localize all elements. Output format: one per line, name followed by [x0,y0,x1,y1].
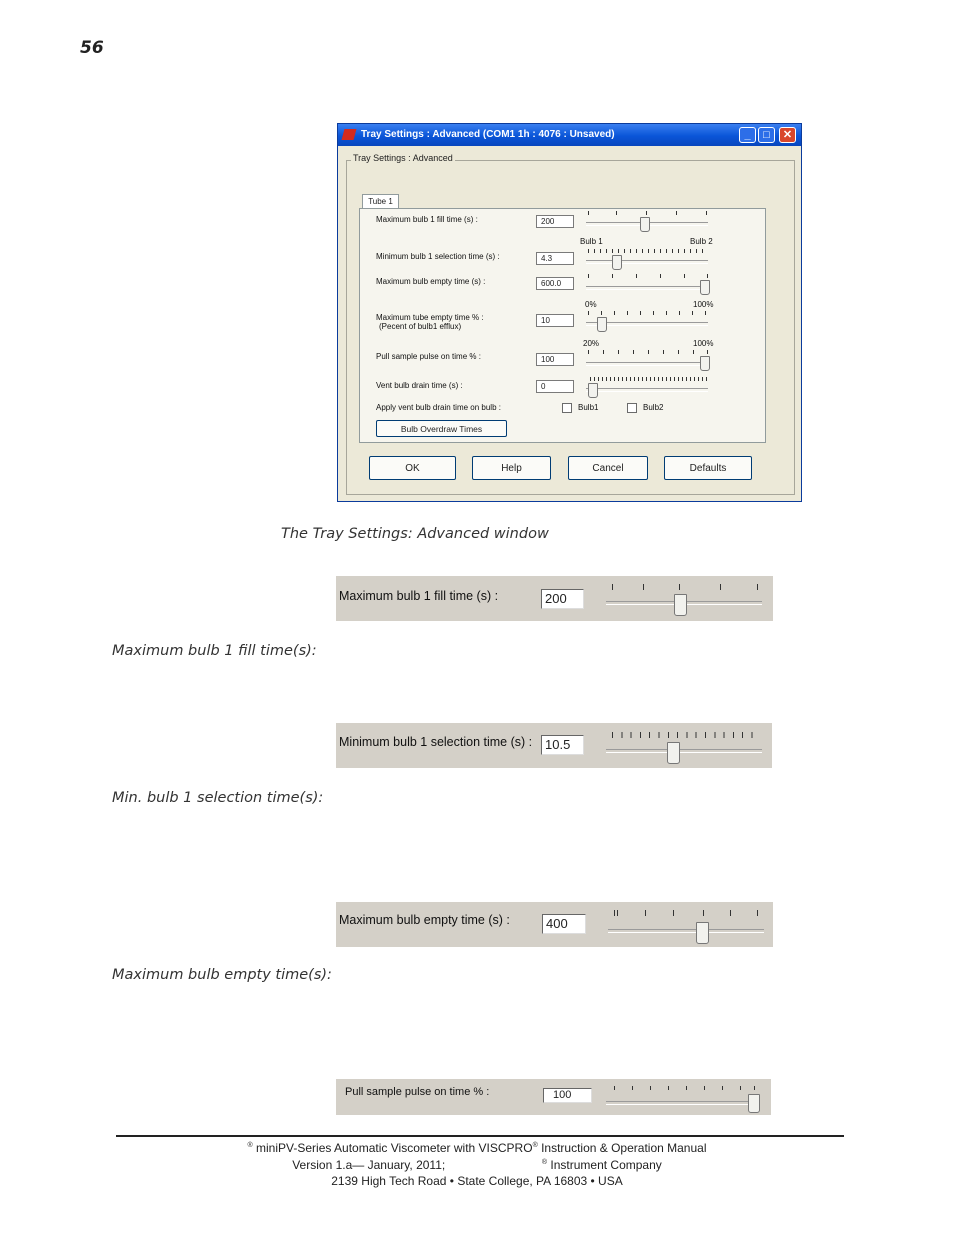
app-icon [342,129,357,140]
vent-drain-input[interactable]: 0 [536,380,574,393]
pull-pulse-label: Pull sample pulse on time % : [376,352,481,361]
vent-drain-track [586,388,708,392]
group-label: Tray Settings : Advanced [353,153,453,163]
fill-caption: Maximum bulb 1 fill time(s): [112,643,317,659]
max-empty-label: Maximum bulb empty time (s) : [376,277,486,286]
strip-pull-ticks [614,1086,756,1090]
window-caption: The Tray Settings: Advanced window [281,526,549,542]
tube-empty-label: Maximum tube empty time % : [376,313,484,322]
scale-100-percent-b: 100% [693,339,714,348]
strip-max-empty-input[interactable]: 400 [542,914,586,934]
footer-line-2 [0,1158,954,1172]
strip-max-fill-slider[interactable] [674,594,687,616]
footer-line-1 [0,1141,954,1155]
reg-mark-2: ® [532,1142,538,1149]
window-title: Tray Settings : Advanced (COM1 1h : 4076 : Unsaved) [361,129,615,140]
max-fill-input[interactable]: 200 [536,215,574,228]
reg-mark-3: ® [541,1159,548,1166]
vent-drain-slider[interactable] [588,383,598,398]
defaults-button[interactable]: Defaults [664,456,752,480]
strip-max-empty-ticks [614,910,760,914]
apply-vent-label: Apply vent bulb drain time on bulb : [376,403,501,412]
strip-max-fill-label: Maximum bulb 1 fill time (s) : [339,589,499,603]
scale-bulb2: Bulb 2 [690,237,713,246]
minimize-icon[interactable]: _ [739,127,756,143]
max-empty-slider[interactable] [700,280,710,295]
max-fill-label: Maximum bulb 1 fill time (s) : [376,215,478,224]
strip-pull-slider[interactable] [748,1094,760,1113]
strip-max-empty-label: Maximum bulb empty time (s) : [339,913,510,927]
footer-title: miniPV-Series Automatic Viscometer with VISCPRO [256,1141,533,1155]
min-select-strip [336,723,772,768]
max-empty-strip [336,902,773,947]
strip-pull-input[interactable]: 100 [543,1088,592,1103]
tube-empty-ticks [588,311,708,315]
bulb1-checkbox[interactable] [562,403,572,413]
bulb-overdraw-times-button[interactable]: Bulb Overdraw Times [376,420,507,437]
bulb1-checkbox-label: Bulb1 [578,403,599,412]
strip-min-select-ticks [612,732,760,738]
pull-pulse-strip [336,1079,771,1115]
min-select-slider[interactable] [612,255,622,270]
min-select-input[interactable]: 4.3 [536,252,574,265]
max-empty-track [586,286,708,290]
scale-0-percent: 0% [585,300,597,309]
strip-min-select-input[interactable]: 10.5 [541,735,584,755]
pull-pulse-track [586,362,708,366]
strip-pull-label: Pull sample pulse on time % : [345,1086,490,1098]
tray-settings-window [337,123,802,502]
strip-min-select-slider[interactable] [667,742,680,764]
scale-100-percent-a: 100% [693,300,714,309]
strip-max-empty-track [608,929,764,933]
close-icon[interactable]: ✕ [779,127,796,143]
strip-max-fill-input[interactable]: 200 [541,589,584,609]
bulb2-checkbox-label: Bulb2 [643,403,664,412]
strip-pull-track [606,1101,758,1105]
tab-tube-1[interactable]: Tube 1 [362,194,399,209]
max-empty-ticks [588,274,708,278]
pull-pulse-input[interactable]: 100 [536,353,574,366]
footer-version: Version 1.a— January, 2011; [292,1158,446,1172]
vent-drain-label: Vent bulb drain time (s) : [376,381,463,390]
empty-caption: Maximum bulb empty time(s): [112,967,332,983]
max-fill-strip [336,576,773,621]
tube-empty-input[interactable]: 10 [536,314,574,327]
strip-max-empty-slider[interactable] [696,922,709,944]
page-number: 56 [80,38,104,58]
bulb2-checkbox[interactable] [627,403,637,413]
strip-min-select-track [606,749,762,753]
ok-button[interactable]: OK [369,456,456,480]
vent-drain-ticks [590,377,708,381]
pull-pulse-slider[interactable] [700,356,710,371]
strip-max-fill-ticks [612,584,760,588]
help-button[interactable]: Help [472,456,551,480]
max-fill-ticks [588,211,708,215]
footer-address: 2139 High Tech Road • State College, PA 16803 • USA [331,1174,623,1188]
footer-company: Instrument Company [547,1158,662,1172]
title-bar[interactable] [338,124,801,146]
min-select-label: Minimum bulb 1 selection time (s) : [376,252,500,261]
footer-manual: Instruction & Operation Manual [537,1141,707,1155]
max-empty-input[interactable]: 600.0 [536,277,574,290]
tube-empty-slider[interactable] [597,317,607,332]
min-select-ticks [588,249,708,253]
strip-min-select-label: Minimum bulb 1 selection time (s) : [339,735,533,749]
min-select-track [586,260,708,264]
cancel-button[interactable]: Cancel [568,456,648,480]
max-fill-slider[interactable] [640,217,650,232]
maximize-icon[interactable]: □ [758,127,775,143]
scale-20-percent: 20% [583,339,600,348]
pull-pulse-ticks [588,350,708,354]
reg-mark-1: ® [247,1142,253,1149]
footer-rule [116,1135,844,1137]
scale-bulb1: Bulb 1 [580,237,603,246]
tube-empty-sublabel: (Pecent of bulb1 efflux) [379,322,462,331]
select-caption: Min. bulb 1 selection time(s): [112,790,324,806]
